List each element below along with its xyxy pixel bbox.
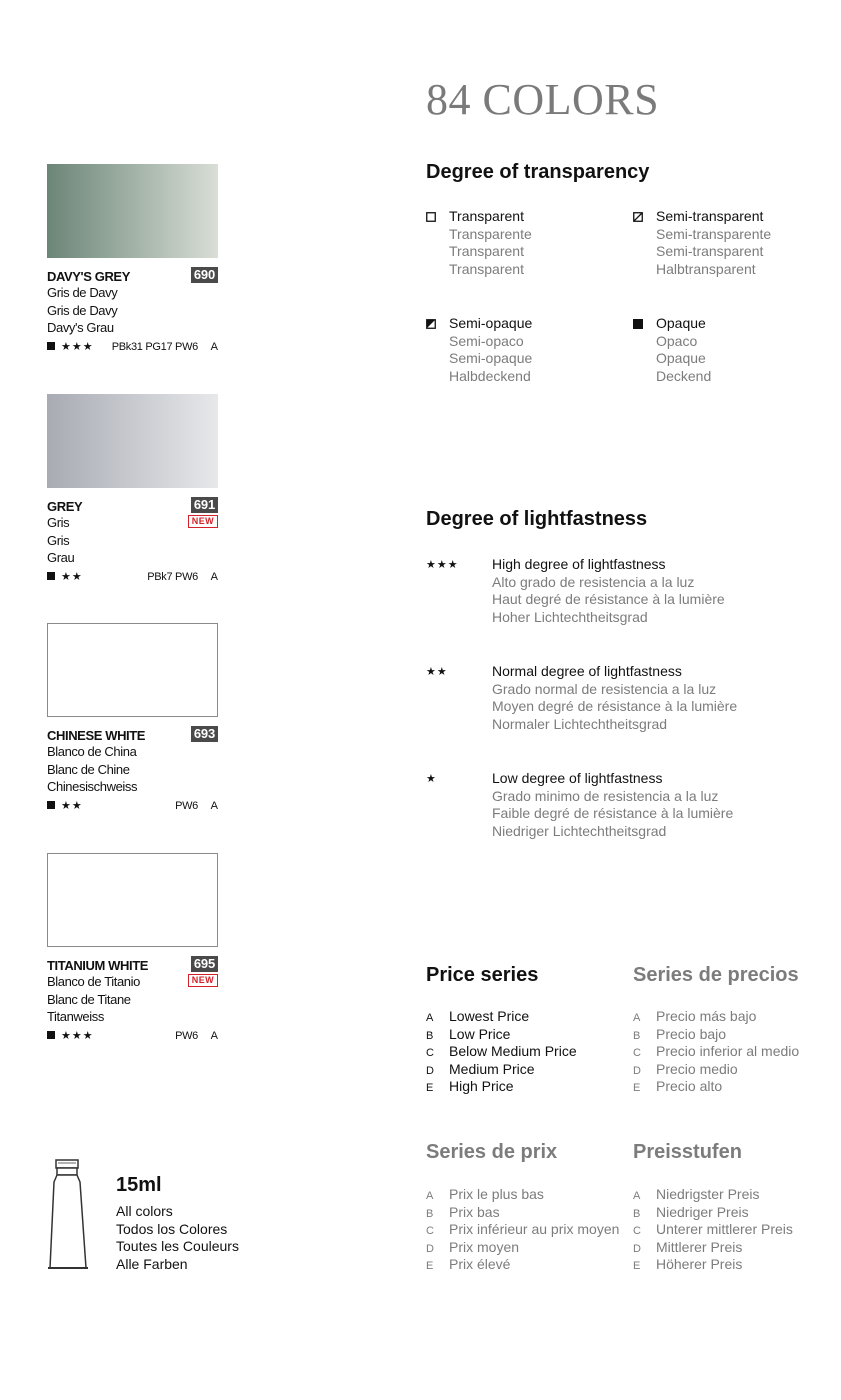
price-row <box>633 1186 793 1204</box>
pigment-codes: PBk31 PG17 PW6 <box>111 340 198 353</box>
price-series-list-fr <box>426 1186 619 1274</box>
price-series-list-de <box>633 1186 793 1274</box>
color-card-titanium-white <box>47 853 218 1044</box>
legend-transparent <box>426 208 626 278</box>
price-letter: B <box>426 1029 434 1042</box>
price-row <box>426 1043 577 1061</box>
color-swatch <box>47 394 218 488</box>
opacity-icon <box>47 572 55 580</box>
price-letter: D <box>426 1242 434 1255</box>
price-text: Niedrigster Preis <box>656 1186 760 1202</box>
price-letter: D <box>426 1064 434 1077</box>
lightfastness-translation: Alto grado de resistencia a la luz <box>492 573 695 590</box>
price-series-title-en: Price series <box>426 964 539 986</box>
lightfastness-stars: ★★★ <box>61 1028 94 1042</box>
price-series-title-fr: Series de prix <box>426 1141 558 1163</box>
legend-semi-opaque <box>426 315 626 385</box>
price-series-title-de: Preisstufen <box>633 1141 742 1163</box>
color-name: TITANIUM WHITE <box>47 958 149 973</box>
pigment-codes: PBk7 PW6 <box>147 570 198 583</box>
color-name: CHINESE WHITE <box>47 728 146 743</box>
pigment-codes: PW6 <box>175 799 198 812</box>
price-letter: D <box>633 1242 641 1255</box>
legend-translation: Halbdeckend <box>449 367 531 384</box>
paint-tube-icon <box>45 1158 91 1274</box>
price-series-letter: A <box>210 1029 218 1042</box>
price-text: Prix élevé <box>449 1256 511 1273</box>
lightfastness-translation: Grado minimo de resistencia a la luz <box>492 787 719 804</box>
color-translation: Gris de Davy <box>47 285 118 300</box>
color-translation: Blanc de Chine <box>47 761 130 777</box>
size-line: Alle Farben <box>116 1255 188 1272</box>
half-filled-square-icon <box>426 319 436 329</box>
legend-label: Opaque <box>656 315 706 331</box>
price-series-list-en <box>426 1008 577 1096</box>
lightfastness-high <box>426 556 826 626</box>
price-row <box>633 1008 799 1026</box>
price-row <box>633 1239 793 1257</box>
price-letter: C <box>426 1047 434 1060</box>
color-card-davys-grey <box>47 164 218 355</box>
price-row <box>633 1204 793 1222</box>
price-row <box>426 1221 619 1239</box>
price-text: Precio más bajo <box>656 1008 757 1024</box>
price-text: Höherer Preis <box>656 1256 743 1273</box>
color-swatch <box>47 164 218 258</box>
empty-square-icon <box>426 212 436 222</box>
legend-translation: Opaque <box>656 350 706 366</box>
color-name: DAVY'S GREY <box>47 269 130 284</box>
price-row <box>426 1186 619 1204</box>
color-code-badge: 695 <box>191 956 218 972</box>
color-translation: Titanweiss <box>47 1009 104 1024</box>
price-row <box>426 1204 619 1222</box>
page-title: 84 COLORS <box>426 75 660 124</box>
color-translation: Gris de Davy <box>47 302 118 318</box>
lightfastness-translation: Haut degré de résistance à la lumière <box>492 591 725 607</box>
new-badge: NEW <box>188 974 218 987</box>
price-letter: A <box>426 1190 434 1202</box>
opacity-icon <box>47 1031 55 1039</box>
lightfastness-translation: Niedriger Lichtechtheitsgrad <box>492 822 667 839</box>
legend-translation: Transparente <box>449 225 532 242</box>
price-text: Low Price <box>449 1025 511 1042</box>
color-translation: Davy's Grau <box>47 320 114 335</box>
size-block <box>116 1174 239 1273</box>
color-translation: Blanco de Titanio <box>47 974 140 989</box>
price-letter: A <box>426 1012 434 1024</box>
legend-translation: Transparent <box>449 243 524 259</box>
price-letter: C <box>426 1225 434 1238</box>
price-series-letter: A <box>210 570 218 583</box>
price-letter: E <box>426 1260 434 1273</box>
color-translation: Blanc de Titane <box>47 991 131 1007</box>
two-stars-icon: ★★ <box>426 665 448 678</box>
price-text: Prix inférieur au prix moyen <box>449 1221 620 1238</box>
price-letter: B <box>633 1029 641 1042</box>
price-row <box>426 1008 577 1026</box>
price-text: Lowest Price <box>449 1008 530 1024</box>
color-translation: Gris <box>47 532 70 548</box>
price-text: Precio medio <box>656 1060 738 1077</box>
legend-label: Transparent <box>449 208 524 224</box>
legend-semi-transparent <box>633 208 833 278</box>
price-text: Niedriger Preis <box>656 1203 749 1220</box>
price-text: Prix le plus bas <box>449 1186 544 1202</box>
price-text: Unterer mittlerer Preis <box>656 1221 793 1238</box>
price-row <box>633 1078 799 1096</box>
price-letter: C <box>633 1047 641 1060</box>
legend-translation: Transparent <box>449 260 524 277</box>
price-text: High Price <box>449 1078 514 1095</box>
lightfastness-translation: Faible degré de résistance à la lumière <box>492 805 734 821</box>
filled-square-icon <box>633 319 643 329</box>
color-translation: Grau <box>47 550 75 565</box>
diagonal-square-icon <box>633 212 643 222</box>
one-star-icon: ★ <box>426 772 437 785</box>
legend-opaque <box>633 315 833 385</box>
opacity-icon <box>47 342 55 350</box>
color-code-badge: 690 <box>191 267 218 283</box>
lightfastness-title: Degree of lightfastness <box>426 508 648 530</box>
color-code-badge: 693 <box>191 726 218 742</box>
price-row <box>633 1256 793 1274</box>
color-card-chinese-white <box>47 623 218 814</box>
opacity-icon <box>47 801 55 809</box>
lightfastness-low <box>426 770 826 840</box>
lightfastness-stars: ★★★ <box>61 339 94 353</box>
new-badge: NEW <box>188 515 218 528</box>
pigment-codes: PW6 <box>175 1029 198 1042</box>
price-row <box>426 1061 577 1079</box>
legend-translation: Semi-opaco <box>449 332 524 349</box>
price-letter: C <box>633 1225 641 1238</box>
price-row <box>426 1078 577 1096</box>
price-letter: E <box>633 1260 641 1273</box>
lightfastness-label: Normal degree of lightfastness <box>492 663 682 679</box>
size-volume: 15ml <box>116 1174 162 1196</box>
color-swatch <box>47 623 218 717</box>
price-series-list-es <box>633 1008 799 1096</box>
lightfastness-translation: Grado normal de resistencia a la luz <box>492 680 717 697</box>
price-row <box>426 1239 619 1257</box>
price-text: Below Medium Price <box>449 1043 577 1060</box>
price-series-letter: A <box>210 799 218 812</box>
price-letter: A <box>633 1012 641 1024</box>
color-code-badge: 691 <box>191 497 218 513</box>
lightfastness-normal <box>426 663 826 733</box>
price-series-letter: A <box>210 340 218 353</box>
price-series-title-es: Series de precios <box>633 964 799 986</box>
lightfastness-label: High degree of lightfastness <box>492 556 666 572</box>
legend-translation: Halbtransparent <box>656 260 756 277</box>
price-letter: D <box>633 1064 641 1077</box>
color-name: GREY <box>47 499 83 514</box>
size-line: Toutes les Couleurs <box>116 1238 239 1254</box>
price-text: Prix bas <box>449 1203 500 1220</box>
price-text: Prix moyen <box>449 1238 520 1255</box>
lightfastness-translation: Moyen degré de résistance à la lumière <box>492 698 738 714</box>
size-line: Todos los Colores <box>116 1220 228 1237</box>
price-text: Precio inferior al medio <box>656 1043 800 1060</box>
legend-translation: Semi-transparent <box>656 243 764 259</box>
lightfastness-stars: ★★ <box>61 569 83 583</box>
legend-translation: Opaco <box>656 332 698 349</box>
color-card-grey <box>47 394 218 585</box>
price-text: Precio alto <box>656 1078 723 1095</box>
lightfastness-translation: Hoher Lichtechtheitsgrad <box>492 608 648 625</box>
price-row <box>426 1026 577 1044</box>
price-letter: B <box>633 1207 641 1220</box>
price-text: Precio bajo <box>656 1025 727 1042</box>
price-text: Mittlerer Preis <box>656 1238 743 1255</box>
price-letter: E <box>426 1082 434 1095</box>
color-translation: Blanco de China <box>47 744 137 759</box>
color-swatch <box>47 853 218 947</box>
legend-label: Semi-transparent <box>656 208 764 224</box>
price-row <box>633 1043 799 1061</box>
color-translation: Gris <box>47 515 70 530</box>
size-line: All colors <box>116 1203 173 1219</box>
price-text: Medium Price <box>449 1060 535 1077</box>
legend-translation: Deckend <box>656 367 712 384</box>
price-letter: A <box>633 1190 641 1202</box>
price-row <box>633 1061 799 1079</box>
lightfastness-label: Low degree of lightfastness <box>492 770 663 786</box>
legend-label: Semi-opaque <box>449 315 533 331</box>
legend-translation: Semi-opaque <box>449 350 533 366</box>
three-stars-icon: ★★★ <box>426 558 459 571</box>
transparency-title: Degree of transparency <box>426 161 650 183</box>
lightfastness-stars: ★★ <box>61 798 83 812</box>
price-row <box>426 1256 619 1274</box>
price-letter: B <box>426 1207 434 1220</box>
price-row <box>633 1221 793 1239</box>
lightfastness-translation: Normaler Lichtechtheitsgrad <box>492 715 668 732</box>
legend-translation: Semi-transparente <box>656 225 772 242</box>
price-letter: E <box>633 1082 641 1095</box>
price-row <box>633 1026 799 1044</box>
color-translation: Chinesischweiss <box>47 779 138 794</box>
